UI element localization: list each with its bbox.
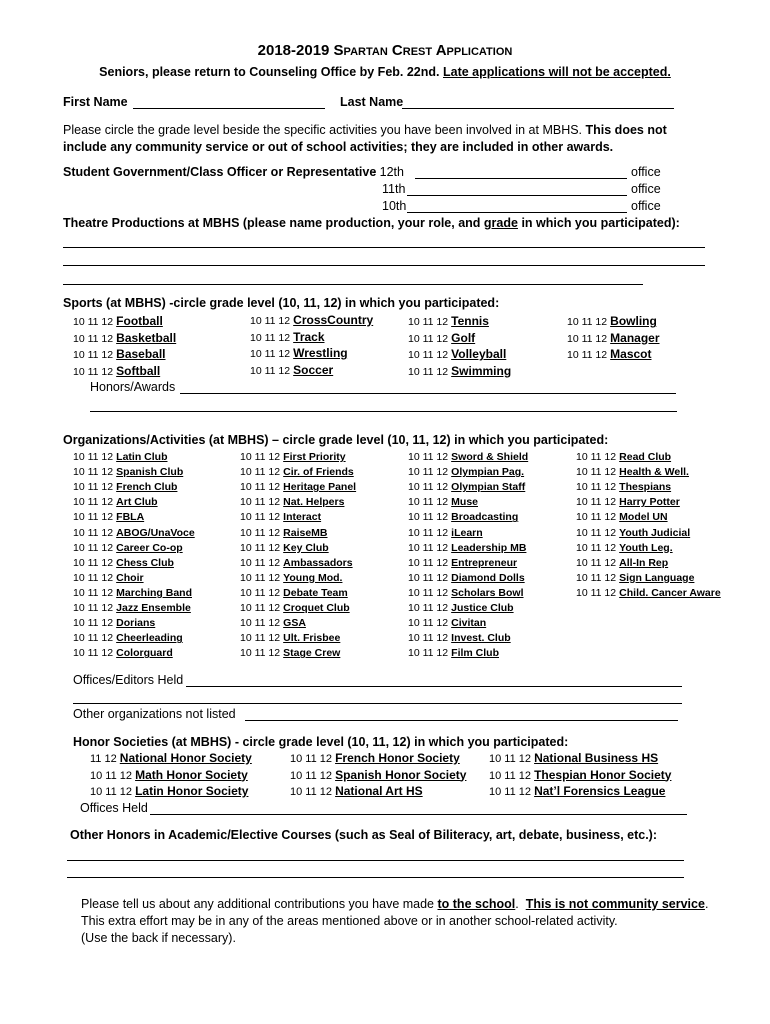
organization-name: Art Club	[116, 496, 158, 509]
organization-name: Interact	[283, 511, 322, 524]
organization-name: Health & Well.	[619, 466, 689, 479]
theatre-line-2[interactable]	[63, 265, 705, 266]
grade-levels[interactable]: 10 11 12	[90, 786, 133, 798]
sport-row	[250, 313, 373, 328]
organization-name: Model UN	[619, 511, 668, 524]
sport-name: CrossCountry	[293, 313, 374, 327]
sport-name: Swimming	[451, 363, 512, 378]
organization-row	[408, 571, 525, 585]
grade-levels[interactable]: 10 11 12	[73, 496, 114, 509]
grade-levels[interactable]: 10 11 12	[73, 586, 114, 599]
honor-society-row	[90, 784, 248, 799]
sport-name: Mascot	[610, 347, 652, 361]
honor-society-name: Spanish Honor Society	[335, 767, 467, 782]
student-gov-office-line[interactable]	[407, 212, 627, 213]
organization-name: Child. Cancer Aware	[619, 586, 721, 599]
grade-levels[interactable]: 10 11 12	[408, 556, 449, 569]
organization-row	[240, 465, 354, 479]
grade-levels[interactable]: 10 11 12	[240, 451, 281, 463]
other-orgs-label: Other organizations not listed	[73, 707, 236, 721]
student-gov-office-label: office	[631, 165, 661, 179]
offices-editors-line-2[interactable]	[73, 703, 682, 704]
offices-editors-line-1[interactable]	[186, 686, 682, 687]
sport-name: Tennis	[451, 314, 489, 328]
sport-row	[408, 314, 489, 329]
theatre-label-text: Theatre Productions at MBHS (please name production, your role, and	[63, 216, 481, 230]
return-instruction: Seniors, please return to Counseling Office by Feb. 22nd.	[99, 65, 440, 79]
sport-row	[73, 314, 163, 329]
honor-offices-label: Offices Held	[80, 801, 148, 815]
grade-levels[interactable]: 10 11 12	[489, 769, 532, 782]
organization-row	[73, 526, 195, 540]
organization-row	[408, 526, 483, 540]
grade-levels[interactable]: 10 11 12	[576, 466, 617, 479]
organization-row	[73, 510, 144, 524]
organization-row	[408, 510, 518, 524]
organization-row	[240, 646, 340, 660]
grade-levels[interactable]: 10 11 12	[408, 365, 449, 378]
organization-name: First Priority	[283, 451, 346, 463]
student-gov-office-label: office	[631, 182, 661, 196]
honors-awards-line-1[interactable]	[180, 393, 676, 394]
sport-row	[408, 331, 475, 346]
grade-levels[interactable]: 10 11 12	[290, 769, 333, 782]
grade-levels[interactable]: 10 11 12	[240, 602, 281, 614]
grade-levels[interactable]: 10 11 12	[240, 571, 281, 584]
organization-row	[576, 541, 673, 555]
other-honors-line-1[interactable]	[67, 860, 684, 861]
grade-levels[interactable]: 10 11 12	[250, 331, 291, 344]
footer-text-1: Please tell us about any additional contributions you have made	[81, 897, 435, 911]
organization-name: iLearn	[451, 526, 483, 539]
first-name-field[interactable]	[133, 108, 325, 109]
honor-society-row	[290, 751, 460, 766]
organization-row	[240, 556, 353, 570]
student-gov-office-line[interactable]	[415, 178, 627, 179]
organization-row	[240, 586, 348, 600]
organization-name: Stage Crew	[283, 647, 341, 660]
grade-levels[interactable]: 10 11 12	[73, 365, 114, 378]
footer-to-school: to the school	[437, 897, 516, 911]
grade-levels[interactable]: 10 11 12	[73, 632, 114, 645]
honor-society-row	[290, 768, 466, 783]
grade-levels[interactable]: 10 11 12	[408, 451, 449, 463]
grade-levels[interactable]: 10 11 12	[408, 526, 449, 539]
page-title: 2018-2019 Spartan Crest Application	[257, 42, 513, 59]
grade-levels[interactable]: 10 11 12	[576, 541, 617, 554]
grade-levels[interactable]: 10 11 12	[489, 786, 532, 798]
organization-name: FBLA	[116, 511, 145, 524]
student-gov-grade: 10th	[382, 199, 407, 213]
organization-name: GSA	[283, 617, 306, 630]
sport-row	[73, 331, 176, 346]
organization-row	[73, 586, 192, 600]
grade-levels[interactable]: 10 11 12	[73, 571, 114, 584]
theatre-label	[63, 216, 680, 230]
footer-line-2: This extra effort may be in any of the areas mentioned above or in another school-related activity.	[81, 914, 618, 928]
organization-row	[576, 495, 680, 509]
sport-name: Football	[116, 314, 163, 328]
grade-levels[interactable]: 10 11 12	[576, 556, 617, 569]
intro-bold-text: This does not include any community service or out of school activities; they are included in other awards.	[63, 123, 667, 154]
organization-name: Read Club	[619, 451, 672, 463]
grade-levels[interactable]: 10 11 12	[408, 332, 449, 345]
grade-levels[interactable]: 10 11 12	[567, 332, 608, 345]
organization-name: Harry Potter	[619, 496, 680, 509]
grade-levels[interactable]: 11 12	[90, 753, 117, 765]
theatre-grade-word: grade	[483, 216, 518, 230]
sport-row	[250, 330, 325, 345]
grade-levels[interactable]: 10 11 12	[250, 364, 291, 377]
grade-levels[interactable]: 10 11 12	[408, 632, 449, 645]
grade-levels[interactable]: 10 11 12	[240, 632, 281, 645]
organization-row	[240, 631, 340, 645]
instruction-line	[0, 65, 770, 79]
sport-row	[408, 364, 511, 379]
organization-name: Thespians	[619, 481, 672, 494]
grade-levels[interactable]: 10 11 12	[576, 571, 617, 584]
organization-name: Justice Club	[451, 602, 514, 614]
organization-name: Youth Judicial	[619, 526, 691, 539]
organization-row	[408, 601, 514, 615]
sport-name: Bowling	[610, 314, 657, 328]
grade-levels[interactable]: 10 11 12	[576, 451, 617, 463]
grade-levels[interactable]: 10 11 12	[408, 316, 449, 328]
student-gov-office-label: office	[631, 199, 661, 213]
organization-name: Sign Language	[619, 571, 695, 584]
honor-society-name: Math Honor Society	[135, 767, 248, 782]
student-gov-grade: - 12th	[372, 165, 404, 179]
organization-row	[408, 556, 517, 570]
sport-row	[567, 347, 652, 362]
organization-row	[576, 586, 721, 600]
grade-levels[interactable]: 10 11 12	[567, 316, 608, 328]
organization-name: Colorguard	[116, 647, 173, 660]
offices-editors-label: Offices/Editors Held	[73, 673, 184, 687]
organization-row	[408, 495, 478, 509]
grade-levels[interactable]: 10 11 12	[576, 586, 617, 599]
organization-name: Olympian Pag.	[451, 466, 525, 479]
organization-name: Nat. Helpers	[283, 496, 345, 509]
grade-levels[interactable]: 10 11 12	[73, 556, 114, 569]
grade-levels[interactable]: 10 11 12	[408, 481, 449, 494]
organization-row	[240, 541, 329, 555]
sport-name: Baseball	[116, 347, 166, 361]
organization-row	[240, 601, 350, 615]
last-name-field[interactable]	[402, 108, 674, 109]
organization-name: Youth Leg.	[619, 541, 673, 554]
honor-society-row	[90, 768, 248, 783]
honor-society-name: French Honor Society	[335, 751, 460, 765]
student-gov-grade: 11th	[382, 182, 406, 196]
grade-levels[interactable]: 10 11 12	[408, 586, 449, 599]
organization-row	[73, 480, 177, 494]
organization-row	[576, 571, 694, 585]
organization-name: Croquet Club	[283, 602, 350, 614]
intro-text: Please circle the grade level beside the specific activities you have been involved in at MBHS.	[63, 123, 583, 137]
grade-levels[interactable]: 10 11 12	[250, 315, 291, 327]
organization-row	[73, 541, 183, 555]
organization-row	[240, 510, 321, 524]
sport-row	[73, 347, 166, 362]
grade-levels[interactable]: 10 11 12	[240, 617, 281, 630]
organization-row	[408, 465, 524, 479]
sport-name: Softball	[116, 363, 161, 378]
organization-row	[73, 631, 183, 645]
honor-society-name: National Honor Society	[119, 751, 252, 765]
organization-name: ABOG/UnaVoce	[116, 526, 195, 539]
organization-name: Scholars Bowl	[451, 586, 524, 599]
organization-name: Muse	[451, 496, 478, 509]
organization-row	[73, 571, 144, 585]
honor-society-name: National Business HS	[534, 751, 659, 765]
organization-name: Key Club	[283, 541, 329, 554]
grade-levels[interactable]: 10 11 12	[73, 526, 114, 539]
organization-name: Spanish Club	[116, 466, 184, 479]
organization-row	[408, 450, 528, 464]
sport-row	[73, 364, 160, 379]
grade-levels[interactable]: 10 11 12	[73, 349, 114, 361]
organization-name: Choir	[116, 571, 144, 584]
organization-name: Diamond Dolls	[451, 571, 525, 584]
grade-levels[interactable]: 10 11 12	[73, 617, 114, 630]
other-honors-heading: Other Honors in Academic/Elective Courses (such as Seal of Biliteracy, art, debate, business, etc.):	[70, 828, 657, 842]
grade-levels[interactable]: 10 11 12	[290, 753, 333, 765]
grade-levels[interactable]: 10 11 12	[576, 526, 617, 539]
organization-name: Young Mod.	[283, 571, 343, 584]
honor-society-name: Thespian Honor Society	[534, 767, 672, 782]
sport-name: Manager	[610, 330, 660, 345]
organization-row	[408, 616, 486, 630]
organizations-heading: Organizations/Activities (at MBHS) – circle grade level (10, 11, 12) in which you participated:	[63, 433, 609, 447]
organization-row	[408, 631, 511, 645]
honor-society-name: Nat’l Forensics League	[534, 784, 666, 798]
organization-name: Cheerleading	[116, 632, 183, 645]
organization-name: Career Co-op	[116, 541, 183, 554]
organization-row	[576, 450, 671, 464]
organization-name: Latin Club	[116, 451, 168, 463]
honors-awards-label: Honors/Awards	[90, 380, 176, 394]
organization-row	[240, 571, 342, 585]
organization-row	[408, 480, 525, 494]
grade-levels[interactable]: 10 11 12	[90, 769, 133, 782]
grade-levels[interactable]: 10 11 12	[576, 481, 617, 494]
grade-levels[interactable]: 10 11 12	[408, 496, 449, 509]
student-gov-office-line[interactable]	[407, 195, 627, 196]
theatre-line-3[interactable]	[63, 284, 643, 285]
honor-society-name: National Art HS	[335, 784, 423, 798]
sport-row	[408, 347, 506, 362]
organization-row	[73, 601, 191, 615]
organization-name: Ult. Frisbee	[283, 632, 341, 645]
grade-levels[interactable]: 10 11 12	[240, 511, 281, 524]
sport-row	[567, 331, 660, 346]
honors-awards-line-2[interactable]	[90, 411, 677, 412]
grade-levels[interactable]: 10 11 12	[250, 348, 291, 360]
organization-name: Dorians	[116, 617, 156, 630]
grade-levels[interactable]: 10 11 12	[73, 451, 114, 463]
organization-row	[408, 586, 524, 600]
grade-levels[interactable]: 10 11 12	[240, 496, 281, 509]
organization-name: Leadership MB	[451, 541, 527, 554]
honor-offices-line[interactable]	[150, 814, 687, 815]
grade-levels[interactable]: 10 11 12	[73, 332, 114, 345]
organization-name: Civitan	[451, 617, 487, 630]
other-honors-line-2[interactable]	[67, 877, 684, 878]
organization-row	[576, 510, 668, 524]
grade-levels[interactable]: 10 11 12	[408, 466, 449, 479]
grade-levels[interactable]: 10 11 12	[73, 511, 114, 524]
grade-levels[interactable]: 10 11 12	[73, 481, 114, 494]
organization-name: Chess Club	[116, 556, 174, 569]
theatre-label-end: in which you participated):	[521, 216, 680, 230]
grade-levels[interactable]: 10 11 12	[408, 511, 449, 524]
theatre-line-1[interactable]	[63, 247, 705, 248]
other-orgs-line[interactable]	[245, 720, 678, 721]
grade-levels[interactable]: 10 11 12	[73, 466, 114, 479]
organization-row	[73, 450, 167, 464]
honor-society-row	[90, 751, 252, 766]
sports-heading: Sports (at MBHS) -circle grade level (10, 11, 12) in which you participated:	[63, 296, 500, 310]
footer-not-community-service: This is not community service	[525, 897, 705, 911]
organization-row	[240, 495, 344, 509]
intro-paragraph	[63, 122, 703, 156]
grade-levels[interactable]: 10 11 12	[73, 602, 114, 614]
grade-levels[interactable]: 10 11 12	[240, 647, 281, 660]
organization-row	[73, 646, 173, 660]
organization-row	[240, 526, 328, 540]
organization-name: RaiseMB	[283, 526, 328, 539]
sport-row	[567, 314, 657, 329]
grade-levels[interactable]: 10 11 12	[489, 753, 532, 765]
grade-levels[interactable]: 10 11 12	[240, 541, 281, 554]
first-name-label: First Name	[63, 95, 128, 109]
organization-row	[576, 480, 671, 494]
organization-name: Cir. of Friends	[283, 466, 354, 479]
grade-levels[interactable]: 10 11 12	[408, 647, 449, 660]
sport-name: Basketball	[116, 330, 177, 345]
organization-name: Sword & Shield	[451, 451, 529, 463]
organization-name: Film Club	[451, 647, 499, 660]
grade-levels[interactable]: 10 11 12	[408, 571, 449, 584]
sport-name: Wrestling	[293, 346, 348, 360]
grade-levels[interactable]: 10 11 12	[576, 496, 617, 509]
organization-name: Heritage Panel	[283, 481, 357, 494]
honor-societies-heading: Honor Societies (at MBHS) - circle grade level (10, 11, 12) in which you participated:	[73, 735, 569, 749]
sport-row	[250, 346, 348, 361]
honor-society-name: Latin Honor Society	[135, 784, 249, 798]
honor-society-row	[489, 784, 665, 799]
organization-row	[73, 616, 155, 630]
honor-society-row	[489, 768, 671, 783]
grade-levels[interactable]: 10 11 12	[408, 349, 449, 361]
grade-levels[interactable]: 10 11 12	[73, 541, 114, 554]
honor-society-row	[290, 784, 423, 799]
footer-line-3: (Use the back if necessary).	[81, 931, 236, 945]
organization-row	[240, 450, 346, 464]
footer-line-1: Please tell us about any additional contributions you have made to the school. This is not community service.	[81, 897, 709, 911]
late-notice: Late applications will not be accepted.	[443, 65, 671, 79]
organization-row	[576, 526, 690, 540]
grade-levels[interactable]: 10 11 12	[408, 602, 449, 614]
grade-levels[interactable]: 10 11 12	[240, 586, 281, 599]
last-name-label: Last Name	[340, 95, 404, 109]
grade-levels[interactable]: 10 11 12	[240, 556, 281, 569]
organization-name: All-In Rep	[619, 556, 669, 569]
organization-name: French Club	[116, 481, 178, 494]
organization-row	[576, 465, 689, 479]
organization-name: Jazz Ensemble	[116, 602, 191, 614]
organization-row	[408, 541, 526, 555]
organization-name: Broadcasting	[451, 511, 519, 524]
organization-name: Debate Team	[283, 586, 348, 599]
organization-name: Olympian Staff	[451, 481, 526, 494]
organization-row	[73, 495, 158, 509]
organization-name: Marching Band	[116, 586, 192, 599]
grade-levels[interactable]: 10 11 12	[576, 511, 617, 524]
grade-levels[interactable]: 10 11 12	[73, 647, 114, 660]
sport-name: Track	[293, 329, 325, 344]
organization-row	[240, 480, 356, 494]
grade-levels[interactable]: 10 11 12	[408, 541, 449, 554]
organization-row	[576, 556, 668, 570]
organization-row	[73, 465, 183, 479]
organization-row	[408, 646, 499, 660]
grade-levels[interactable]: 10 11 12	[240, 466, 281, 479]
grade-levels[interactable]: 10 11 12	[567, 349, 608, 361]
grade-levels[interactable]: 10 11 12	[290, 786, 333, 798]
grade-levels[interactable]: 10 11 12	[240, 526, 281, 539]
sport-name: Soccer	[293, 362, 334, 377]
grade-levels[interactable]: 10 11 12	[408, 617, 449, 630]
organization-row	[240, 616, 306, 630]
grade-levels[interactable]: 10 11 12	[73, 316, 114, 328]
grade-levels[interactable]: 10 11 12	[240, 481, 281, 494]
student-gov-label: Student Government/Class Officer or Representative	[63, 165, 377, 179]
honor-society-row	[489, 751, 658, 766]
sport-name: Golf	[451, 330, 476, 345]
organization-row	[73, 556, 174, 570]
sport-name: Volleyball	[451, 347, 507, 361]
organization-name: Ambassadors	[283, 556, 353, 569]
sport-row	[250, 363, 333, 378]
organization-name: Invest. Club	[451, 632, 511, 645]
organization-name: Entrepreneur	[451, 556, 518, 569]
